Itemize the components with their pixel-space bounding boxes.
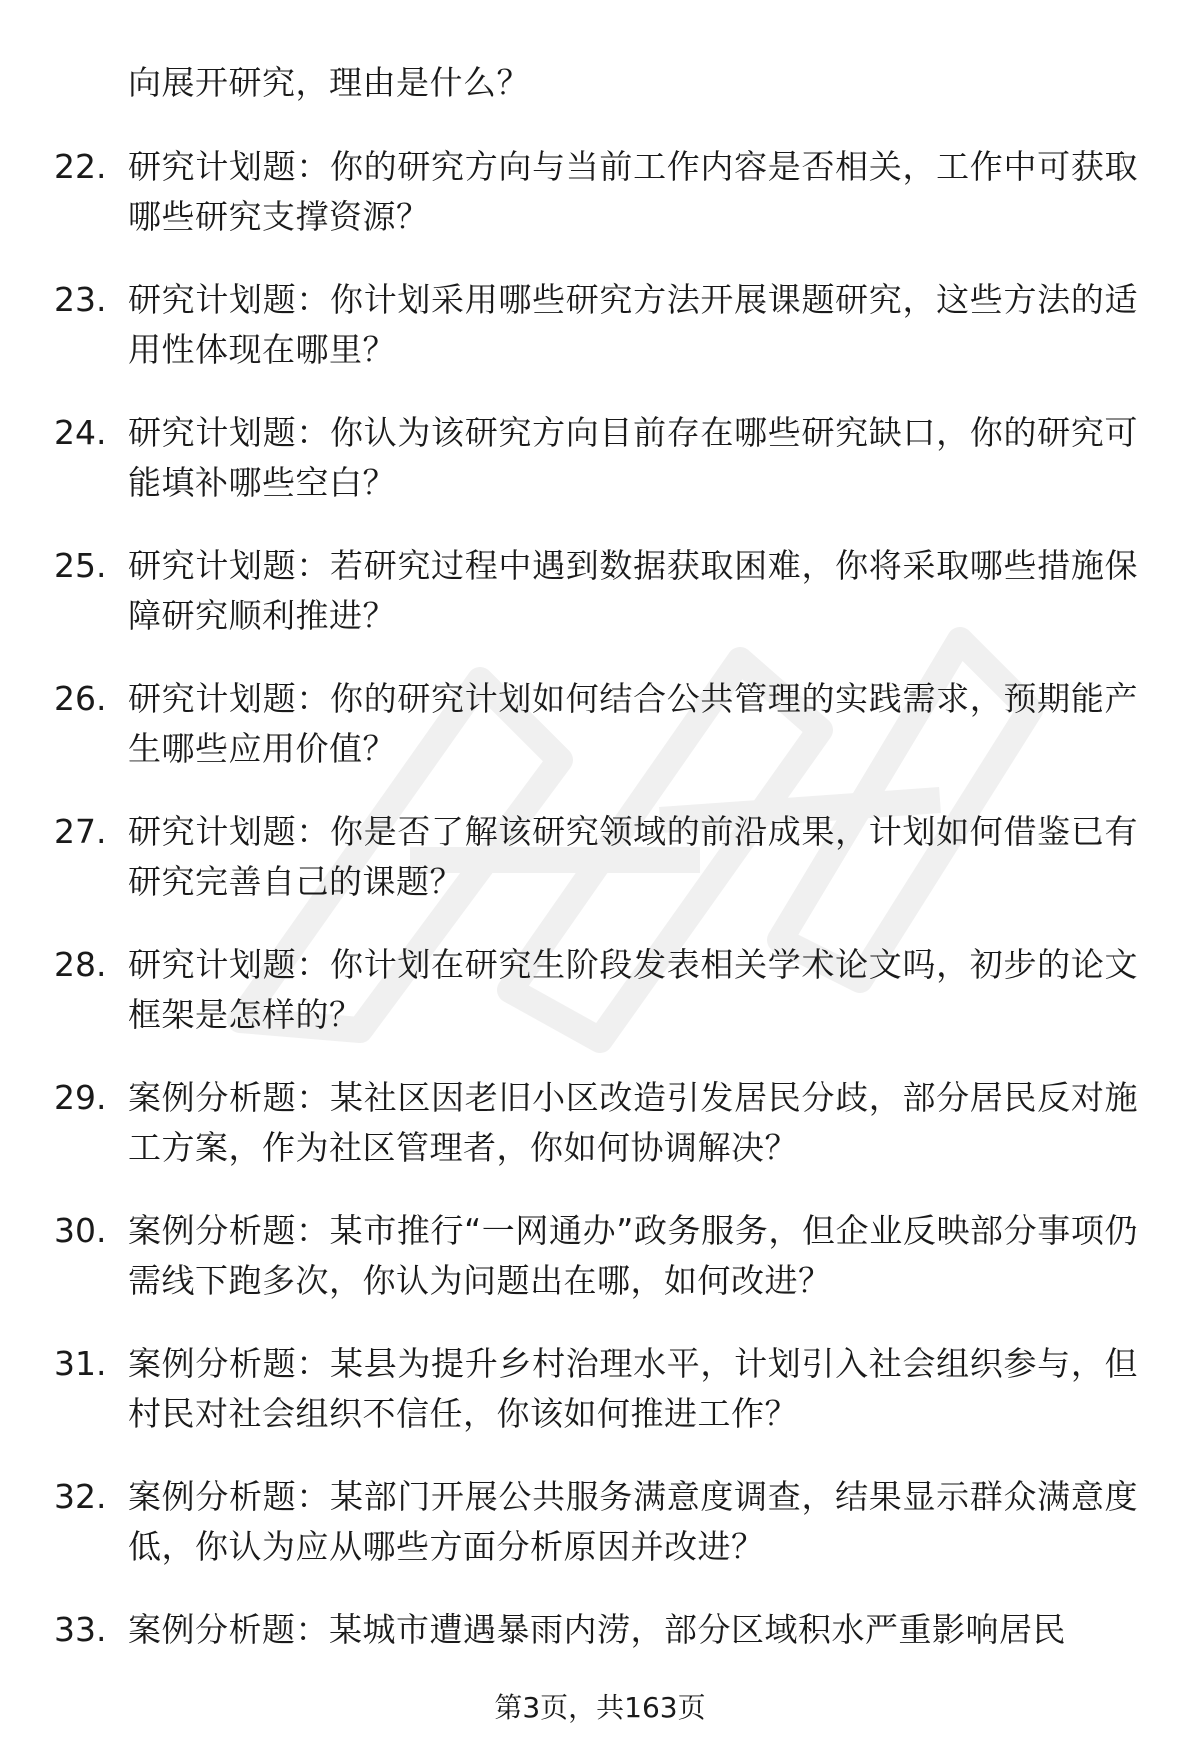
question-item [0, 1206, 1200, 1339]
question-text: 研究计划题：若研究过程中遇到数据获取困难，你将采取哪些措施保障研究顺利推进？ [128, 546, 1138, 635]
question-text: 案例分析题：某县为提升乡村治理水平，计划引入社会组织参与，但村民对社会组织不信任，你该如何推进工作？ [128, 1344, 1138, 1433]
question-text: 研究计划题：你计划在研究生阶段发表相关学术论文吗，初步的论文框架是怎样的？ [128, 945, 1138, 1034]
question-text: 案例分析题：某市推行“一网通办”政务服务，但企业反映部分事项仍需线下跑多次，你认为问题出在哪，如何改进？ [128, 1211, 1138, 1300]
question-number: 25. [54, 546, 107, 585]
question-item [0, 541, 1200, 674]
question-item [0, 1073, 1200, 1206]
question-text: 案例分析题：某部门开展公共服务满意度调查，结果显示群众满意度低，你认为应从哪些方面分析原因并改进？ [128, 1477, 1138, 1566]
question-number: 33. [54, 1610, 107, 1649]
question-text: 研究计划题：你是否了解该研究领域的前沿成果，计划如何借鉴已有研究完善自己的课题？ [128, 812, 1138, 901]
question-text: 研究计划题：你的研究方向与当前工作内容是否相关，工作中可获取哪些研究支撑资源？ [128, 147, 1138, 236]
question-number: 31. [54, 1344, 107, 1383]
question-number: 23. [54, 280, 107, 319]
question-number: 30. [54, 1211, 107, 1250]
question-text: 研究计划题：你计划采用哪些研究方法开展课题研究，这些方法的适用性体现在哪里？ [128, 280, 1138, 369]
question-item [0, 408, 1200, 541]
question-item [0, 1472, 1200, 1605]
continued-question-text: 向展开研究，理由是什么？ [128, 63, 530, 102]
question-item [0, 275, 1200, 408]
question-number: 32. [54, 1477, 107, 1516]
question-item [0, 807, 1200, 940]
question-list [0, 142, 1200, 1738]
page-footer: 第3页，共163页 [494, 1691, 706, 1724]
question-text: 案例分析题：某城市遭遇暴雨内涝，部分区域积水严重影响居民 [128, 1610, 1066, 1649]
question-number: 22. [54, 147, 107, 186]
question-number: 28. [54, 945, 107, 984]
question-text: 研究计划题：你认为该研究方向目前存在哪些研究缺口，你的研究可能填补哪些空白？ [128, 413, 1138, 502]
question-number: 26. [54, 679, 107, 718]
question-text: 案例分析题：某社区因老旧小区改造引发居民分歧，部分居民反对施工方案，作为社区管理者，你如何协调解决？ [128, 1078, 1138, 1167]
question-item [0, 674, 1200, 807]
question-item [0, 1339, 1200, 1472]
question-item [0, 940, 1200, 1073]
question-number: 27. [54, 812, 107, 851]
question-number: 29. [54, 1078, 107, 1117]
question-number: 24. [54, 413, 107, 452]
question-text: 研究计划题：你的研究计划如何结合公共管理的实践需求，预期能产生哪些应用价值？ [128, 679, 1138, 768]
question-item [0, 142, 1200, 275]
